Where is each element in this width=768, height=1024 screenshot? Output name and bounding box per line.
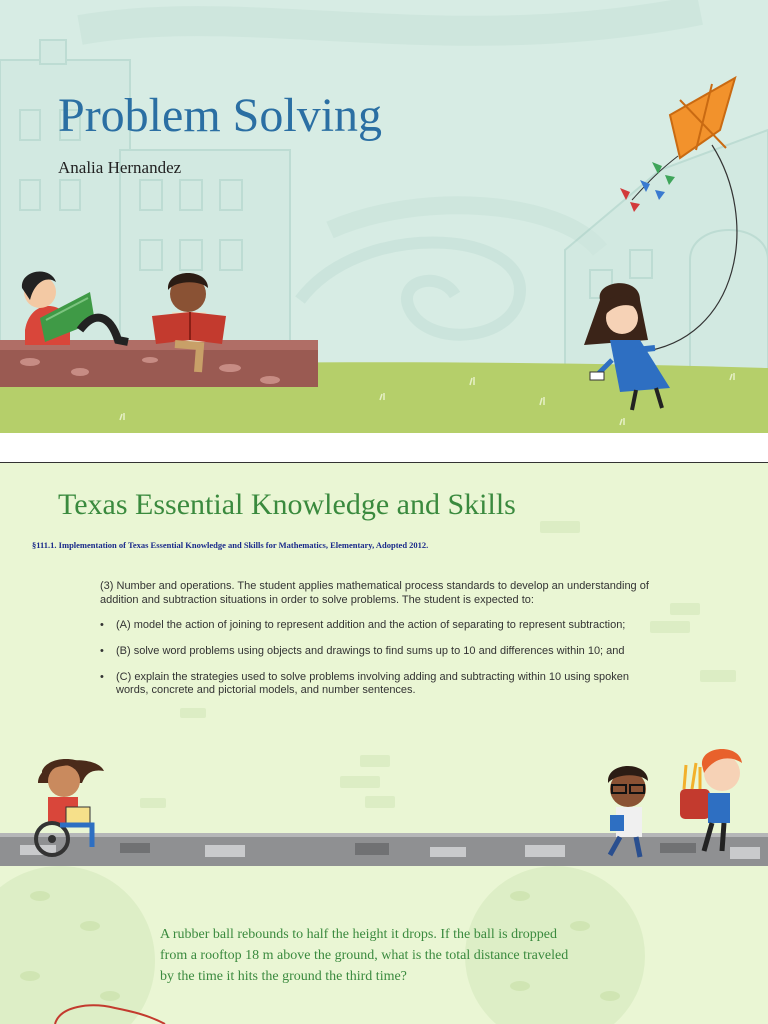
slide-title-teks: Texas Essential Knowledge and Skills: [58, 488, 516, 521]
standard-header: §111.1. Implementation of Texas Essential Knowledge and Skills for Mathematics, Elementary, Adopted 2012.: [32, 540, 429, 550]
word-problem-text: A rubber ball rebounds to half the height it drops. If the ball is dropped from a rooftop 18 m above the ground, what is the total distance traveled by the time it hits the ground the third time?: [160, 927, 569, 984]
author-name: Analia Hernandez: [58, 158, 182, 177]
title-slide-illustration: [0, 0, 768, 433]
bullet-item: • (A) model the action of joining to represent addition and the action of separating to represent subtraction;: [100, 619, 660, 632]
teks-slide: [0, 462, 768, 867]
title-slide: [0, 0, 768, 433]
problem-slide: [0, 866, 768, 1024]
presentation-title: Problem Solving: [58, 89, 383, 142]
standard-bullet-list: [100, 619, 660, 710]
bullet-item: • (B) solve word problems using objects and drawings to find sums up to 10 and differences within 10; and: [100, 645, 660, 658]
road: [0, 833, 768, 867]
bullet-item: • (C) explain the strategies used to solve problems involving adding and subtracting within 10 using spoken words, concrete and pictorial models, and number sentences.: [100, 671, 660, 697]
stone-wall: [0, 340, 318, 387]
standard-intro: (3) Number and operations. The student applies mathematical process standards to develop an understanding of addition and subtraction situations in order to solve problems. The student is expected to:: [100, 580, 649, 606]
